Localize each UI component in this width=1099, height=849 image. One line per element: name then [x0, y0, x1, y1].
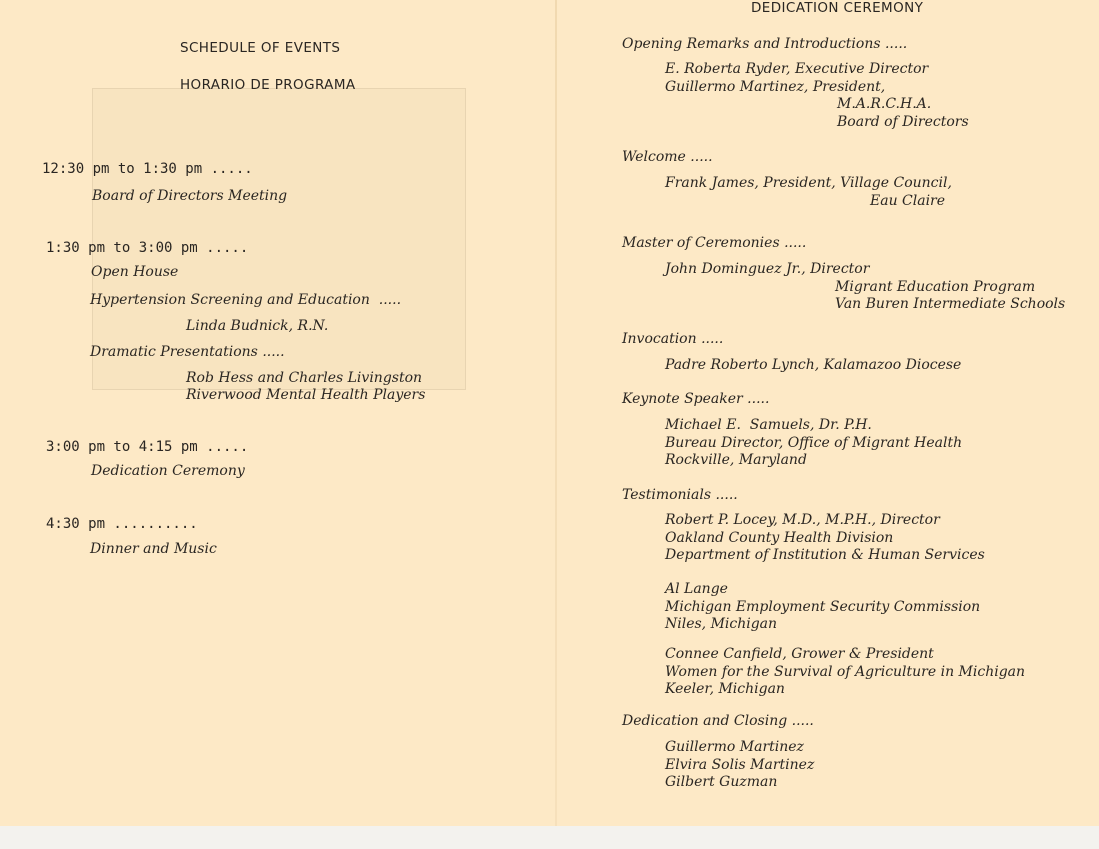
speaker-line: Migrant Education Program [835, 278, 1036, 295]
speaker-line: Oakland County Health Division [665, 529, 894, 546]
speaker-line: Van Buren Intermediate Schools [835, 296, 1066, 312]
invocation-speakers [665, 357, 961, 375]
speaker-line: Robert P. Locey, M.D., M.P.H., Director [665, 512, 940, 528]
schedule-title: SCHEDULE OF EVENTS [180, 40, 341, 56]
speaker-line: Frank James, President, Village Council, [665, 175, 952, 191]
event-presenter: Rob Hess and Charles Livingston [186, 370, 423, 386]
speaker-line: Bureau Director, Office of Migrant Health [665, 434, 963, 451]
speaker-line: Connee Canfield, Grower & President [665, 646, 934, 662]
event-description: Dedication Ceremony [91, 463, 245, 479]
ceremony-title: DEDICATION CEREMONY [751, 0, 924, 16]
section-heading: Keynote Speaker ..... [622, 391, 770, 407]
section-heading: Dedication and Closing ..... [622, 713, 814, 729]
keynote-speakers [665, 417, 962, 470]
event-description: Open House [91, 264, 179, 280]
event-time: 12:30 pm to 1:30 pm ..... [42, 161, 253, 177]
scan-margin [0, 826, 1099, 849]
event-presenter: Linda Budnick, R.N. [186, 318, 329, 334]
speaker-line: Women for the Survival of Agriculture in Michigan [665, 663, 1026, 680]
event-description: Dramatic Presentations ..... [90, 344, 285, 360]
speaker-line: Eau Claire [870, 192, 946, 209]
speaker-line: Michael E. Samuels, Dr. P.H. [665, 417, 872, 433]
event-description: Hypertension Screening and Education ..... [90, 292, 402, 308]
section-heading: Testimonials ..... [622, 487, 738, 503]
section-heading: Opening Remarks and Introductions ..... [622, 36, 908, 52]
speaker-line: Keeler, Michigan [665, 681, 785, 697]
speaker-line: Elvira Solis Martinez [665, 756, 815, 773]
event-presenter: Riverwood Mental Health Players [186, 387, 426, 403]
speaker-line: Michigan Employment Security Commission [665, 598, 981, 615]
closing-speakers [665, 739, 814, 792]
event-time: 4:30 pm .......... [46, 516, 198, 532]
opening-speakers [665, 61, 969, 131]
section-heading: Invocation ..... [622, 331, 724, 347]
testimonial-speakers [665, 512, 985, 565]
speaker-line: Guillermo Martinez, President, [665, 78, 886, 95]
event-time: 3:00 pm to 4:15 pm ..... [46, 439, 249, 455]
speaker-line: John Dominguez Jr., Director [665, 261, 870, 277]
speaker-line: Department of Institution & Human Services [665, 547, 985, 563]
master-speakers [665, 261, 1065, 314]
testimonial-speakers [665, 646, 1025, 699]
welcome-speakers [665, 175, 952, 210]
event-description: Dinner and Music [90, 541, 217, 557]
speaker-line: Rockville, Maryland [665, 452, 807, 468]
speaker-line: Board of Directors [837, 113, 969, 130]
speaker-line: E. Roberta Ryder, Executive Director [665, 61, 929, 77]
speaker-line: Guillermo Martinez [665, 739, 804, 755]
event-description: Board of Directors Meeting [92, 188, 288, 204]
speaker-line: M.A.R.C.H.A. [837, 96, 932, 112]
center-fold [555, 0, 557, 826]
speaker-line: Niles, Michigan [665, 616, 778, 632]
schedule-title-spanish: HORARIO DE PROGRAMA [180, 77, 356, 93]
testimonial-speakers [665, 581, 980, 634]
section-heading: Welcome ..... [622, 149, 713, 165]
speaker-line: Padre Roberto Lynch, Kalamazoo Diocese [665, 357, 962, 373]
section-heading: Master of Ceremonies ..... [622, 235, 807, 251]
event-time: 1:30 pm to 3:00 pm ..... [46, 240, 249, 256]
speaker-line: Gilbert Guzman [665, 774, 778, 790]
speaker-line: Al Lange [665, 581, 728, 597]
